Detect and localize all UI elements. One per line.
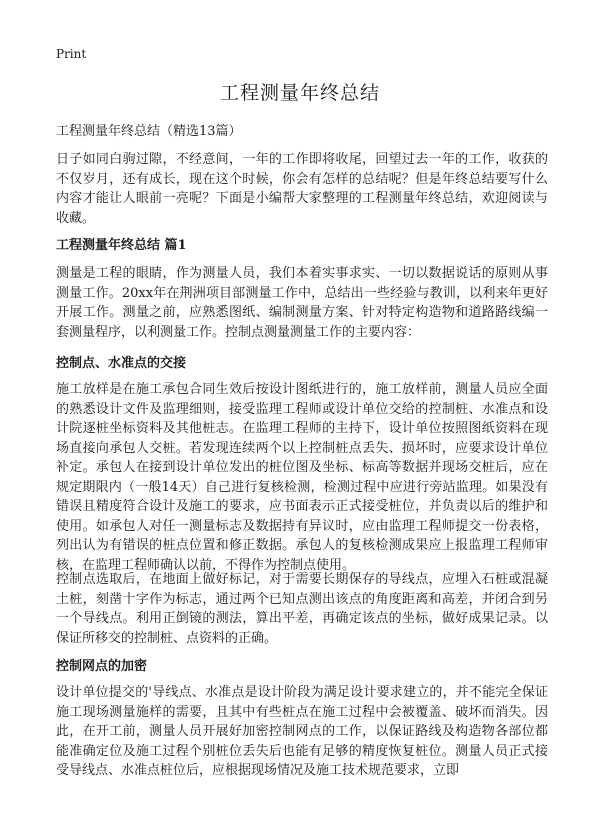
section-heading-2: 控制点、水准点的交接 <box>56 356 187 371</box>
section-heading-1: 工程测量年终总结 篇1 <box>56 238 187 253</box>
section-paragraph-2b: 控制点选取后，在地面上做好标记，对于需要长期保存的导线点，应埋入石桩或混凝土桩，刻凿十字作为标志，通过两个已知点测出该点的角度距离和高差，并闭合到另一个导线点。利用正倒镜的测法，算出平差，再确定该点的坐标，做好成果记录。以保证所移交的控制桩、点资料的正确。 <box>56 572 548 646</box>
section-heading-3: 控制网点的加密 <box>56 659 148 674</box>
document-subtitle: 工程测量年终总结（精选13篇） <box>56 124 242 139</box>
section-paragraph-3: 设计单位提交的'导线点、水准点是设计阶段为满足设计要求建立的，并不能完全保证施工现场测量施样的需要，且其中有些桩点在施工过程中会被覆盖、破坏而消失。因此，在开工前，测量人员开展好加密控制网点的工作，以保证路线及构造物各部位都能准确定位及施工过程个别桩位丢失后也能有足够的精度恢复桩位。测量人员正式接受导线点、水准点桩位后，应根据现场情况及施工技术规范要求，立即 <box>56 685 548 778</box>
intro-paragraph: 日子如同白驹过隙，不经意间，一年的工作即将收尾，回望过去一年的工作，收获的不仅岁月，还有成长，现在这个时候，你会有怎样的总结呢？但是年终总结要写什么内容才能让人眼前一亮呢？下面是小编帮大家整理的工程测量年终总结，欢迎阅读与收藏。 <box>56 152 548 226</box>
print-label: Print <box>56 47 87 61</box>
section-paragraph-2: 施工放样是在施工承包合同生效后按设计图纸进行的，施工放样前，测量人员应全面的熟悉设计文件及监理细则，接受监理工程师或设计单位交给的控制桩、水准点和设计院逐桩坐标资料及其他桩志。在监理工程师的主持下，设计单位按照图纸资料在现场直接向承包人交桩。若发现连续两个以上控制桩点丢失、损坏时，应要求设计单位补定。承包人在接到设计单位发出的桩位图及坐标、标高等数据并现场交桩后，应在规定期限内（一般14天）自己进行复核检测，检测过程中应进行旁站监理。如果没有错误且精度符合设计及施工的要求，应书面表示正式接受桩位，并负责以后的维护和使用。如承包人对任一测量标志及数据持有异议时，应由监理工程师提交一份表格，列出认为有错误的桩点位置和修正数据。承包人的复核检测成果应上报监理工程师审核，在监理工程师确认以前，不得作为控制点使用。 <box>56 382 548 573</box>
document-title: 工程测量年终总结 <box>219 82 380 104</box>
section-paragraph-1: 测量是工程的眼睛，作为测量人员，我们本着实事求实、一切以数据说话的原则从事测量工作。20xx年在荆洲项目部测量工作中，总结出一些经验与教训，以利来年更好开展工作。测量之前，应熟悉图纸、编制测量方案、针对特定构造物和道路路线编一套测量程序，以利测量工作。控制点测量测量工作的主要内容： <box>56 266 548 340</box>
